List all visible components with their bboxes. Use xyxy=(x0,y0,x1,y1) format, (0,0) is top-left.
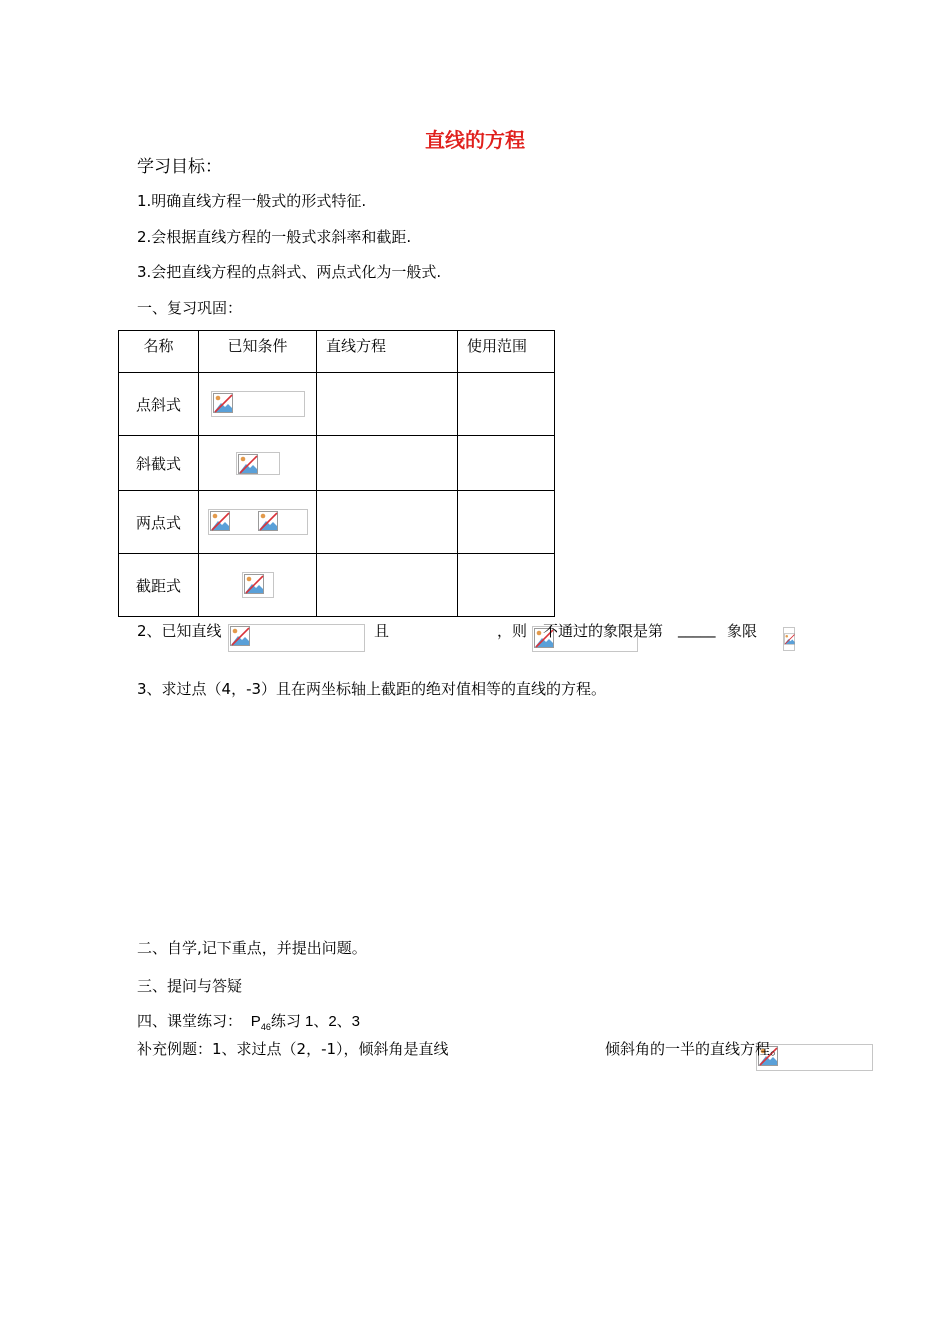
q2-text-2: 且 xyxy=(374,622,390,640)
broken-image-icon xyxy=(210,511,230,531)
table-row xyxy=(119,436,555,491)
broken-image-icon xyxy=(244,574,264,594)
range-cell[interactable] xyxy=(458,436,555,491)
section-self-study: 二、自学,记下重点，并提出问题。 xyxy=(137,939,367,957)
formula-image-placeholder xyxy=(783,627,795,651)
table-row xyxy=(119,491,555,554)
formula-image-placeholder xyxy=(208,509,308,535)
objective-2: 2.会根据直线方程的一般式求斜率和截距. xyxy=(137,228,412,246)
formula-image-placeholder xyxy=(228,624,365,652)
table-row xyxy=(119,554,555,617)
condition-cell xyxy=(199,491,317,554)
table-row xyxy=(119,373,555,436)
broken-image-icon xyxy=(230,626,250,646)
formula-image-placeholder xyxy=(236,452,280,475)
q2-text-5: 象限 xyxy=(727,622,758,640)
col-header-condition: 已知条件 xyxy=(199,331,317,373)
row-name-point-slope: 点斜式 xyxy=(119,373,199,436)
table-header-row xyxy=(119,331,555,373)
range-cell[interactable] xyxy=(458,554,555,617)
equation-cell[interactable] xyxy=(317,554,458,617)
supplement-text-1: 补充例题：1、求过点（2，-1），倾斜角是直线 xyxy=(137,1040,449,1058)
equation-cell[interactable] xyxy=(317,491,458,554)
objectives-heading: 学习目标： xyxy=(137,157,222,177)
q2-text-1: 2、已知直线 xyxy=(137,622,222,640)
objective-1: 1.明确直线方程一般式的形式特征. xyxy=(137,192,367,210)
q2-answer-blank[interactable]: _____ xyxy=(678,620,716,638)
broken-image-icon xyxy=(213,393,233,413)
review-heading: 一、复习巩固： xyxy=(137,299,243,317)
objective-3: 3.会把直线方程的点斜式、两点式化为一般式. xyxy=(137,263,442,281)
formula-image-placeholder xyxy=(211,391,305,417)
q2-text-3: ，则 xyxy=(497,622,528,640)
col-header-range: 使用范围 xyxy=(458,331,555,373)
question-3: 3、求过点（4，-3）且在两坐标轴上截距的绝对值相等的直线的方程。 xyxy=(137,680,607,698)
range-cell[interactable] xyxy=(458,491,555,554)
section-practice-prefix: 四、课堂练习： xyxy=(137,1012,243,1030)
equation-cell[interactable] xyxy=(317,436,458,491)
condition-cell xyxy=(199,373,317,436)
condition-cell xyxy=(199,554,317,617)
section-practice xyxy=(137,1010,360,1032)
formula-image-placeholder xyxy=(242,572,274,598)
broken-image-icon xyxy=(258,511,278,531)
supplement-text-2: 倾斜角的一半的直线方程。 xyxy=(605,1040,786,1058)
equation-cell[interactable] xyxy=(317,373,458,436)
row-name-slope-intercept: 斜截式 xyxy=(119,436,199,491)
section-qa: 三、提问与答疑 xyxy=(137,977,243,995)
broken-image-icon xyxy=(238,454,258,474)
practice-page-letter: P xyxy=(250,1013,261,1030)
col-header-name: 名称 xyxy=(119,331,199,373)
row-name-intercept: 截距式 xyxy=(119,554,199,617)
range-cell[interactable] xyxy=(458,373,555,436)
review-table xyxy=(118,330,555,617)
row-name-two-point: 两点式 xyxy=(119,491,199,554)
condition-cell xyxy=(199,436,317,491)
q2-text-4: 不通过的象限是第 xyxy=(543,622,664,640)
col-header-equation: 直线方程 xyxy=(317,331,458,373)
practice-exercises: 练习 1、2、3 xyxy=(270,1013,361,1030)
practice-page-number: 46 xyxy=(260,1022,271,1032)
broken-image-icon xyxy=(784,629,795,649)
page-title: 直线的方程 xyxy=(425,128,525,152)
